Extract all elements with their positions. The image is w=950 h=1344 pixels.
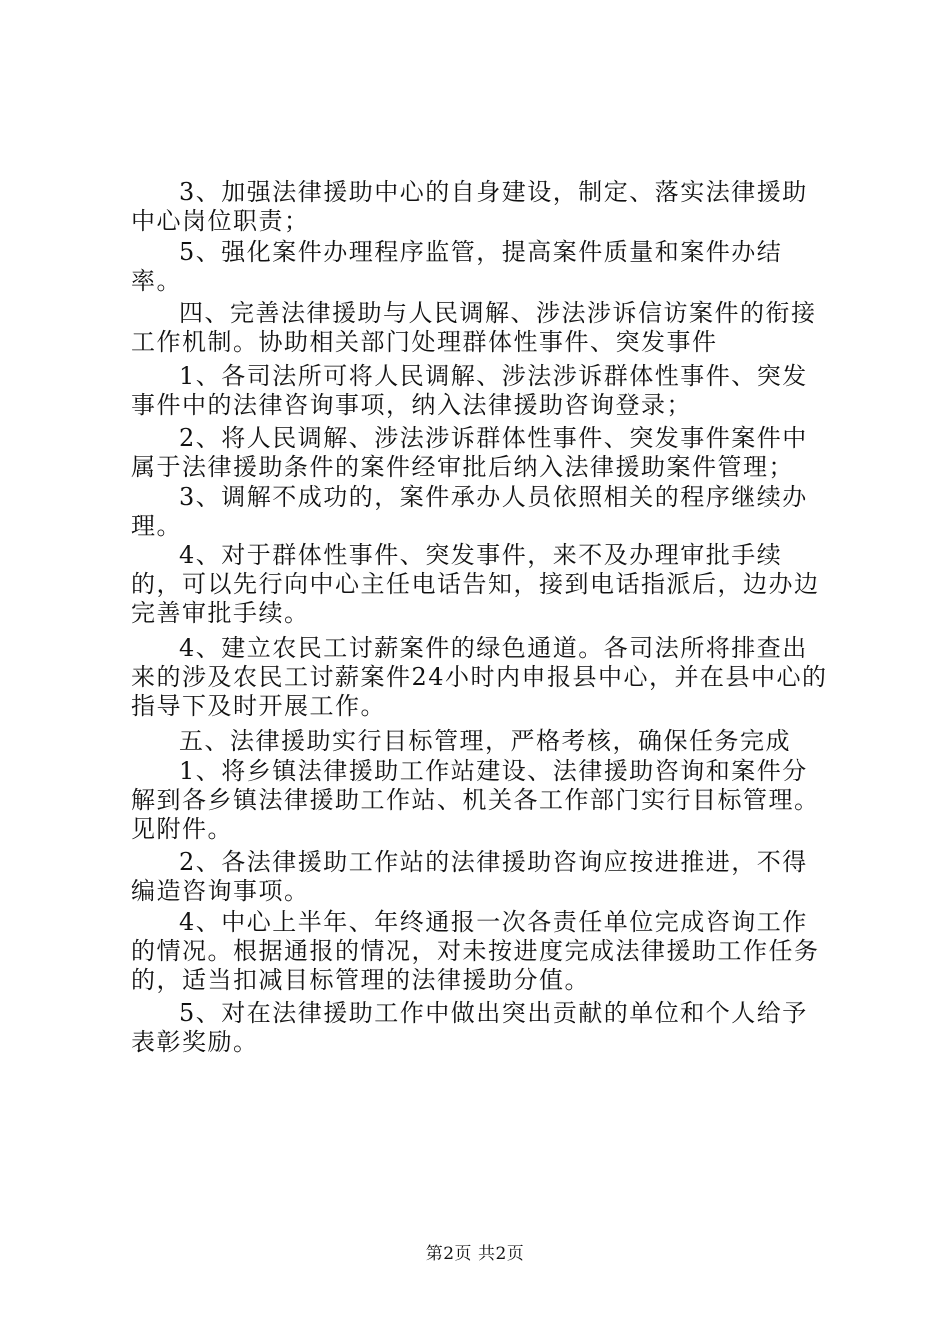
paragraph-11: 5、对在法律援助工作中做出突出贡献的单位和个人给予表彰奖励。 (131, 999, 808, 1056)
paragraph-4: 2、将人民调解、涉法涉诉群体性事件、突发事件案件中属于法律援助条件的案件经审批后纳入法律援助案件管理； (131, 424, 808, 481)
paragraph-8: 1、将乡镇法律援助工作站建设、法律援助咨询和案件分解到各乡镇法律援助工作站、机关各工作部门实行目标管理。见附件。 (131, 757, 820, 843)
section-heading-5: 五、法律援助实行目标管理，严格考核，确保任务完成 (179, 727, 791, 755)
paragraph-5: 3、调解不成功的，案件承办人员依照相关的程序继续办理。 (131, 483, 808, 540)
paragraph-7: 4、建立农民工讨薪案件的绿色通道。各司法所将排查出来的涉及农民工讨薪案件24小时内申报县中心，并在县中心的指导下及时开展工作。 (131, 634, 828, 720)
paragraph-2: 5、强化案件办理程序监管，提高案件质量和案件办结率。 (131, 238, 783, 295)
paragraph-1: 3、加强法律援助中心的自身建设，制定、落实法律援助中心岗位职责； (131, 178, 808, 235)
section-heading-4: 四、完善法律援助与人民调解、涉法涉诉信访案件的衔接工作机制。协助相关部门处理群体性事件、突发事件 (131, 299, 817, 356)
page-footer: 第2页 共2页 (425, 1244, 525, 1264)
paragraph-10: 4、中心上半年、年终通报一次各责任单位完成咨询工作的情况。根据通报的情况，对未按进度完成法律援助工作任务的，适当扣减目标管理的法律援助分值。 (131, 908, 820, 994)
paragraph-9: 2、各法律援助工作站的法律援助咨询应按进推进，不得编造咨询事项。 (131, 848, 808, 905)
paragraph-6: 4、对于群体性事件、突发事件，来不及办理审批手续的，可以先行向中心主任电话告知，接到电话指派后，边办边完善审批手续。 (131, 541, 820, 627)
paragraph-3: 1、各司法所可将人民调解、涉法涉诉群体性事件、突发事件中的法律咨询事项，纳入法律援助咨询登录； (131, 362, 808, 419)
